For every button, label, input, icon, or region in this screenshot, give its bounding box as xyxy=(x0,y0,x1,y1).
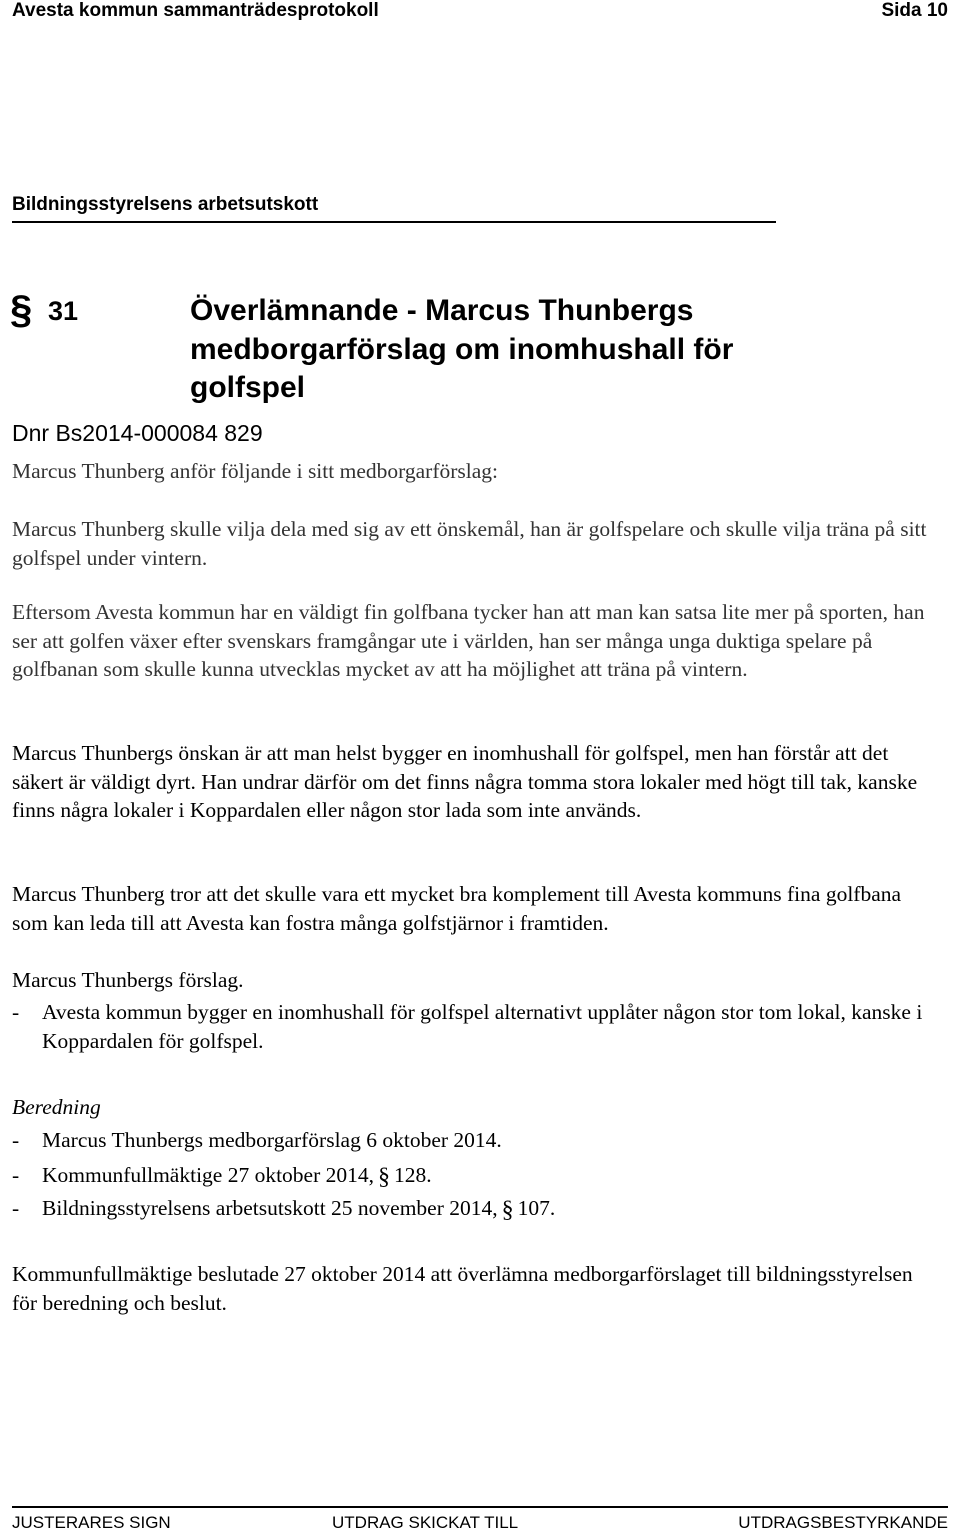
section-title: Överlämnande - Marcus Thunbergs medborgarförslag om inomhushall för golfspel xyxy=(190,294,734,404)
beredning-item-text: Marcus Thunbergs medborgarförslag 6 oktober 2014. xyxy=(42,1128,502,1152)
paragraph-symbol: § xyxy=(378,1164,391,1190)
footer-sign: JUSTERARES SIGN xyxy=(12,1513,171,1532)
proposal-item-text: Avesta kommun bygger en inomhushall för golfspel alternativt upplåter någon stor tom lokal, kanske i Koppardalen för golfspel. xyxy=(42,1000,923,1053)
list-dash: - xyxy=(12,1163,20,1187)
beredning-item-text xyxy=(42,1161,932,1192)
footer-certify: UTDRAGSBESTYRKANDE xyxy=(738,1513,948,1532)
beredning-item-main: Kommunfullmäktige 27 oktober 2014, xyxy=(42,1163,375,1187)
footer-sent: UTDRAG SKICKAT TILL xyxy=(332,1513,519,1532)
beredning-item-ref: 107. xyxy=(517,1196,556,1220)
proposal-heading: Marcus Thunbergs förslag. xyxy=(12,968,244,992)
request-paragraph: Marcus Thunbergs önskan är att man helst bygger en inomhushall för golfspel, men han förstår att det säkert är väldigt dyrt. Han undrar därför om det finns några tomma stora lokaler med högt till tak, kanske finns några lokaler i Koppardalen eller någon stor lada som inte används. xyxy=(12,741,918,822)
section-symbol: § xyxy=(10,288,33,332)
motivation-paragraph: Eftersom Avesta kommun har en väldigt fin golfbana tycker han att man kan satsa lite mer på sporten, han ser att golfen växer efter svenskars framgångar ute i världen, han ser många unga duktiga spelare på golfbanan som skulle kunna utvecklas mycket av att ha möjlighet att träna på vintern. xyxy=(12,600,925,681)
intro-paragraph: Marcus Thunberg anför följande i sitt medborgarförslag: xyxy=(12,459,499,483)
complement-paragraph: Marcus Thunberg tror att det skulle vara ett mycket bra komplement till Avesta kommuns fina golfbana som kan leda till att Avesta kan fostra många golfstjärnor i framtiden. xyxy=(12,882,902,935)
page-header xyxy=(12,0,948,26)
section-number: 31 xyxy=(48,296,79,326)
page-footer xyxy=(12,1506,948,1536)
beredning-item-text xyxy=(42,1194,932,1225)
wish-paragraph: Marcus Thunberg skulle vilja dela med sig av ett önskemål, han är golfspelare och skulle vilja träna på sitt golfspel under vintern. xyxy=(12,517,927,570)
beredning-item-ref: 128. xyxy=(394,1163,432,1187)
document-title: Avesta kommun sammanträdesprotokoll xyxy=(12,0,379,21)
paragraph-symbol: § xyxy=(501,1197,514,1223)
diary-number: Dnr Bs2014-000084 829 xyxy=(12,420,263,446)
list-dash: - xyxy=(12,1196,20,1220)
decision-paragraph: Kommunfullmäktige beslutade 27 oktober 2014 att överlämna medborgarförslaget till bildningsstyrelsen för beredning och beslut. xyxy=(12,1262,913,1315)
beredning-item-main: Bildningsstyrelsens arbetsutskott 25 november 2014, xyxy=(42,1196,498,1220)
page-number: Sida 10 xyxy=(881,0,948,21)
committee-name: Bildningsstyrelsens arbetsutskott xyxy=(12,194,776,223)
list-dash: - xyxy=(12,1000,20,1024)
list-dash: - xyxy=(12,1128,20,1152)
beredning-heading: Beredning xyxy=(12,1095,101,1119)
